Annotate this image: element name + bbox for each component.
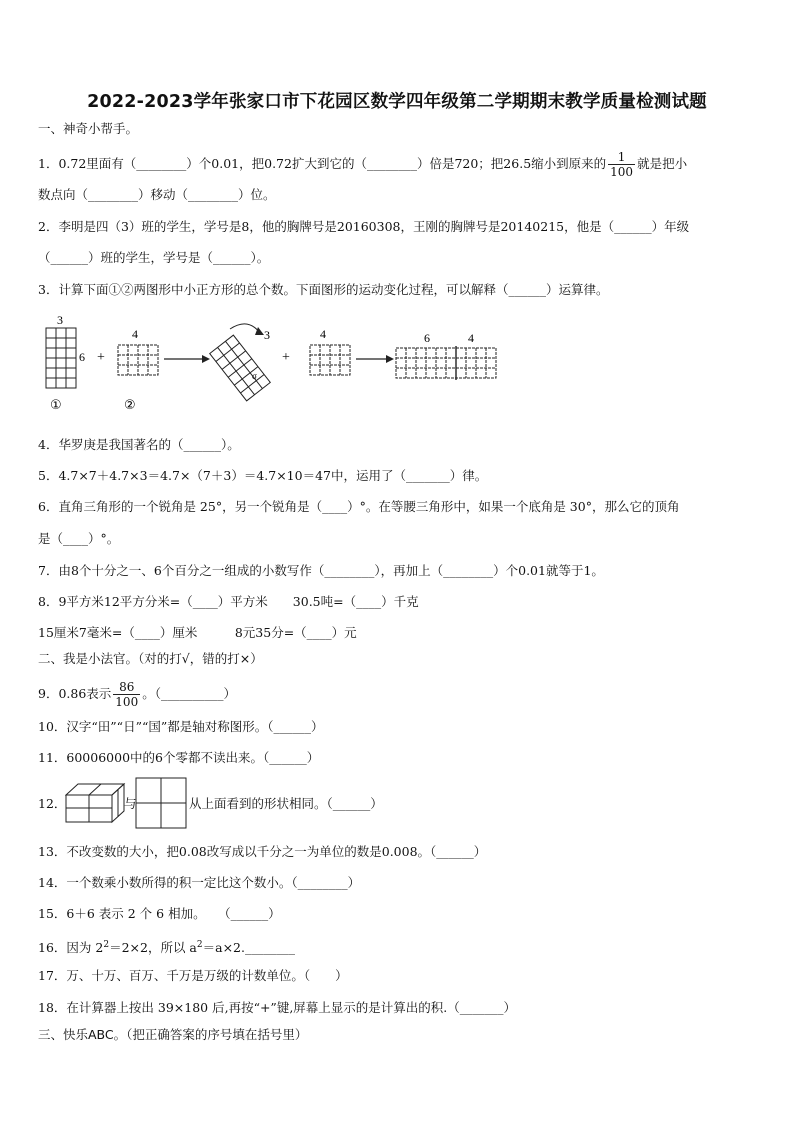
combined-grid — [396, 348, 496, 378]
q9-frac-numerator: 86 — [119, 680, 135, 694]
q1-text-b: 就是把小 — [637, 156, 688, 171]
rotation-arrowhead — [255, 327, 264, 335]
q15-text: 15．6＋6 表示 2 个 6 相加。 （______） — [38, 906, 281, 921]
arrow-2 — [356, 355, 394, 363]
question-16 — [38, 937, 295, 956]
q16-exponent-1: 2 — [103, 940, 110, 950]
q9-text-a: 9．0.86表示 — [38, 686, 112, 701]
plus-sign-1: + — [97, 350, 105, 365]
rotated-figure-grid — [210, 335, 271, 401]
q4-text: 4．华罗庚是我国著名的（______）。 — [38, 437, 240, 452]
q1-text-a: 1．0.72里面有（________）个0.01，把0.72扩大到它的（________）倍是720；把26.5缩小到原来的 — [38, 156, 607, 171]
q1-text-c: 数点向（________）移动（________）位。 — [38, 187, 276, 202]
q8-text-b: 15厘米7毫米=（____）厘米 8元35分=（____）元 — [38, 625, 357, 640]
fig1-caption: ① — [50, 398, 62, 413]
q16-text-a: 16．因为 2 — [38, 940, 104, 956]
combined-left-label: 6 — [424, 331, 430, 345]
q16-text-b: ＝2×2，所以 a — [109, 940, 197, 956]
q7-text: 7．由8个十分之一、6个百分之一组成的小数写作（________），再加上（________）个0.01就等于1。 — [38, 563, 604, 578]
q6-text-b: 是（____）°。 — [38, 531, 120, 546]
fig2-copy-width-label: 4 — [320, 327, 326, 341]
q11-text: 11．60006000中的6个零都不读出来。（______） — [38, 750, 320, 765]
q1-frac-denominator: 100 — [610, 165, 634, 179]
section-1-heading: 一、神奇小帮手。 — [38, 121, 139, 136]
fig2-copy-grid — [310, 345, 350, 375]
q13-text: 13．不改变数的大小，把0.08改写成以千分之一为单位的数是0.008。（______） — [38, 844, 487, 859]
q8-text-a: 8．9平方米12平方分米=（____）平方米 30.5吨=（____）千克 — [38, 594, 419, 609]
arrow-1 — [164, 355, 210, 363]
fig1-height-label: 6 — [79, 350, 85, 364]
q12-connector: 与 — [124, 796, 137, 811]
q9-fraction — [113, 680, 140, 709]
section-2-heading: 二、我是小法官。（对的打√，错的打×） — [38, 651, 263, 666]
question-1 — [38, 150, 687, 179]
combined-right-label: 4 — [468, 331, 474, 345]
plus-sign-2: + — [282, 350, 290, 365]
rotated-small-label: σ — [252, 371, 257, 381]
fig2-width-label: 4 — [132, 327, 138, 341]
q17-text: 17．万、十万、百万、千万是万级的计数单位。（ ） — [38, 968, 348, 983]
q10-text: 10．汉字“田”“日”“国”都是轴对称图形。（______） — [38, 719, 324, 734]
q9-frac-denominator: 100 — [115, 695, 139, 709]
q3-figure — [38, 313, 518, 413]
q12-label: 12． — [38, 796, 67, 811]
q5-text: 5．4.7×7＋4.7×3＝4.7×（7＋3）＝4.7×10＝47中，运用了（_______）律。 — [38, 468, 488, 483]
q2-text-a: 2．李明是四（3）班的学生，学号是8，他的胸牌号是20160308，王刚的胸牌号是20140215，他是（______）年级 — [38, 219, 690, 234]
question-9 — [38, 680, 236, 709]
page-title: 2022-2023学年张家口市下花园区数学四年级第二学期期末教学质量检测试题 — [87, 92, 707, 112]
section-3-heading: 三、快乐ABC。（把正确答案的序号填在括号里） — [38, 1027, 308, 1042]
q1-fraction — [608, 150, 635, 179]
q12-text: 从上面看到的形状相同。（______） — [189, 796, 383, 811]
rotation-arc — [230, 324, 260, 333]
fig2-caption: ② — [124, 398, 136, 413]
q14-text: 14．一个数乘小数所得的积一定比这个数小。（________） — [38, 875, 361, 890]
q16-text-c: ＝a×2.________ — [202, 940, 295, 956]
fig1-grid — [46, 328, 76, 388]
fig1-width-label: 3 — [57, 313, 63, 327]
q3-text: 3．计算下面①②两图形中小正方形的总个数。下面图形的运动变化过程，可以解释（______）运算律。 — [38, 282, 609, 297]
q2-text-b: （______）班的学生，学号是（______）。 — [38, 250, 270, 265]
q1-frac-numerator: 1 — [617, 150, 626, 164]
q6-text-a: 6．直角三角形的一个锐角是 25°，另一个锐角是（____）°。在等腰三角形中，如果一个底角是 30°，那么它的顶角 — [38, 499, 680, 514]
rotated-width-label: 3 — [264, 328, 270, 342]
q16-exponent-2: 2 — [196, 940, 203, 950]
q9-text-b: 。（__________） — [142, 686, 236, 701]
q18-text: 18．在计算器上按出 39×180 后,再按“+”键,屏幕上显示的是计算出的积.（_______） — [38, 1000, 517, 1015]
q12-figure-right — [135, 777, 187, 829]
q12-figure-left — [65, 782, 127, 824]
fig2-grid — [118, 345, 158, 375]
